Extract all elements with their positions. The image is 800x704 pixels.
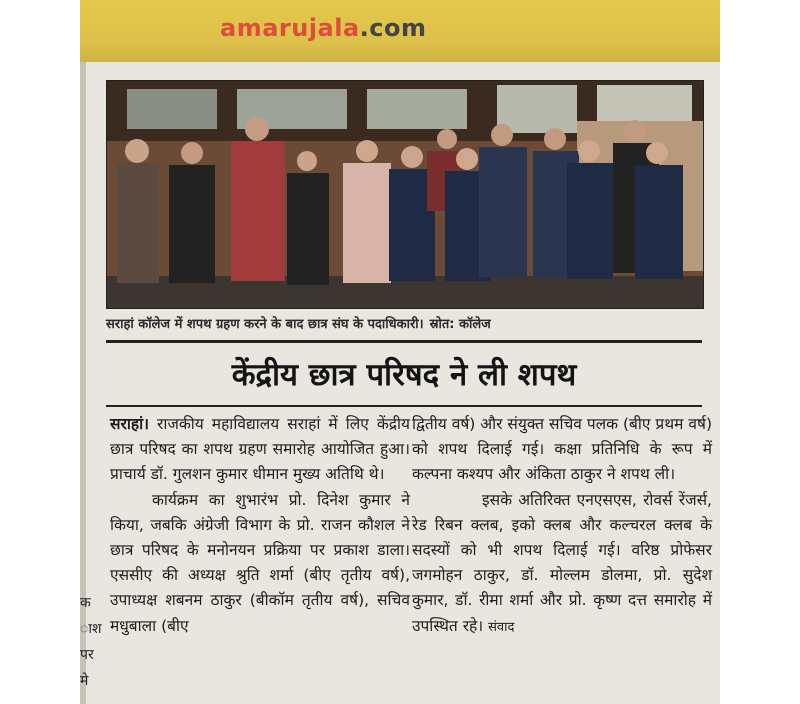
article-column-1 (110, 412, 410, 639)
article-paragraph (412, 488, 712, 640)
adjacent-article-fragment: क ाश पर मे (80, 595, 102, 689)
article-paragraph: द्वितीय वर्ष) और संयुक्त सचिव पलक (बीए प्रथम वर्ष) को शपथ दिलाई गई। कक्षा प्रतिनिधि के रूप में कल्पना कश्यप और अंकिता ठाकुर ने शपथ ली। (412, 415, 712, 484)
group-photo-illustration (107, 81, 703, 308)
headline: केंद्रीय छात्र परिषद ने ली शपथ (231, 357, 577, 393)
dateline: सराहां। (110, 415, 149, 433)
brand-domain: .com (359, 14, 427, 42)
caption-text: सराहां कॉलेज में शपथ ग्रहण करने के बाद छात्र संघ के पदाधिकारी। (106, 317, 424, 332)
photo-caption (106, 313, 702, 337)
paragraph-text: राजकीय महाविद्यालय सराहां में लिए केंद्रीय छात्र परिषद का शपथ ग्रहण समारोह आयोजित हुआ। प्राचार्य डॉ. गुलशन कुमार धीमान मुख्य अतिथि थे। (110, 415, 410, 484)
paragraph-text: इसके अतिरिक्त एनएसएस, रोवर्स रेंजर्स, रेड रिबन क्लब, इको क्लब और कल्चरल क्लब के सदस्यों को भी शपथ दिलाई गई। वरिष्ठ प्रोफेसर जगमोहन ठाकुर, डॉ. मोल्लम डोलमा, प्रो. सुदेश कुमार, डॉ. रीमा शर्मा और प्रो. कृष्ण दत्त समारोह में उपस्थित रहे। (412, 490, 712, 635)
newspaper-clipping (80, 0, 720, 704)
article-column-2 (412, 412, 712, 640)
site-banner (80, 0, 720, 62)
headline-rule-bottom (106, 405, 702, 407)
article-paragraph (110, 412, 410, 488)
brand-logo (220, 14, 427, 42)
brand-name: amarujala (220, 14, 360, 42)
news-photo (106, 80, 704, 309)
photo-source: स्रोत: कॉलेज (429, 317, 491, 332)
article-paragraph: कार्यक्रम का शुभारंभ प्रो. दिनेश कुमार ने किया, जबकि अंग्रेजी विभाग के प्रो. राजन कौशल ने छात्र परिषद के मनोनयन प्रक्रिया पर प्रकाश डाला। एससीए की अध्यक्ष श्रुति शर्मा (बीए तृतीय वर्ष), उपाध्यक्ष शबनम ठाकुर (बीकॉम तृतीय वर्ष), सचिव मधुबाला (बीए (110, 490, 410, 635)
headline-rule-top (106, 340, 702, 343)
byline: संवाद (488, 619, 515, 635)
